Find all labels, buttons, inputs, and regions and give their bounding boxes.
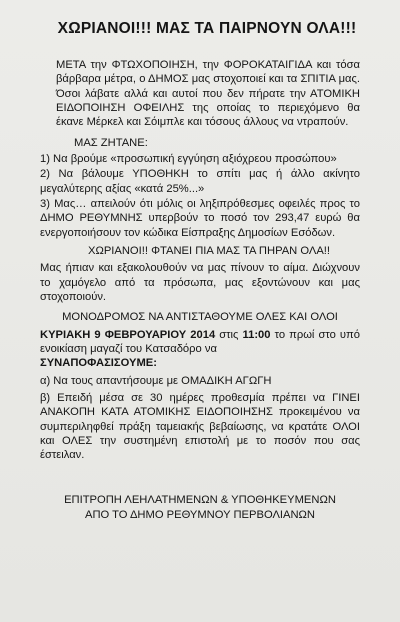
meeting-date: ΚΥΡΙΑΚΗ 9 ΦΕΒΡΟΥΑΡΙΟΥ 2014 [40, 328, 216, 341]
meeting-location: το πρωί στο υπό ενοικίαση μαγαζί του Κατσαδόρο να [40, 328, 360, 355]
agree-heading: ΣΥΝΑΠΟΦΑΣΙΣΟΥΜΕ: [40, 357, 157, 370]
demand-item-3: 3) Μας… απειλούν ότι μόλις οι ληξιπρόθεσμες οφειλές προς το ΔΗΜΟ ΡΕΘΥΜΝΗΣ υπερβούν το ποσό τον 293,47 ευρώ θα ενεργοποιήσουν τον κώδικα Είσπραξης Δημοσίων Εσόδων. [40, 197, 360, 239]
meeting-line-1: ΜΟΝΟΔΡΟΜΟΣ ΝΑ ΑΝΤΙΣΤΑΘΟΥΜΕ ΟΛΕΣ ΚΑΙ ΟΛΟΙ [62, 311, 338, 324]
demands-list [40, 152, 360, 240]
mid-heading: ΧΩΡΙΑΝΟΙ!! ΦΤΑΝΕΙ ΠΙΑ ΜΑΣ ΤΑ ΠΗΡΑΝ ΟΛΑ!! [88, 244, 331, 257]
demand-item-2: 2) Να βάλουμε ΥΠΟΘΗΚΗ το σπίτι μας ή άλλο ακίνητο μεγαλύτερης αξίας «κατά 25%...» [40, 168, 360, 195]
meeting-section [40, 310, 360, 462]
point-a: α) Να τους απαντήσουμε με ΟΜΑΔΙΚΗ ΑΓΩΓΗ [40, 374, 272, 387]
footer-signature [40, 493, 360, 523]
intro-paragraph: ΜΕΤΑ την ΦΤΩΧΟΠΟΙΗΣΗ, την ΦΟΡΟΚΑΤΑΙΓΙΔΑ και τόσα βάρβαρα μέτρα, ο ΔΗΜΟΣ μας στοχοποιεί και τα ΣΠΙΤΙΑ μας. Όσοι λάβατε αλλά και αυτοί που δεν πήρατε την ΑΤΟΜΙΚΗ ΕΙΔΟΠΟΙΗΣΗ ΟΦΕΙΛΗΣ της οποίας το περιεχόμενο θα έκανε Μέρκελ και Σόιμπλε και τόσους άλλους να ντραπούν. [56, 59, 360, 129]
footer-line-2: ΑΠΟ ΤΟ ΔΗΜΟ ΡΕΘΥΜΝΟΥ ΠΕΡΒΟΛΙΑΝΩΝ [84, 508, 316, 521]
demands-heading: ΜΑΣ ΖΗΤΑΝΕ: [74, 136, 148, 149]
mid-paragraph: Μας ήπιαν και εξακολουθούν να μας πίνουν το αίμα. Διώχνουν το χαμόγελο από τα πρόσωπα, μας εξοντώνουν και μας στοχοποιούν. [40, 262, 360, 303]
footer-line-1: ΕΠΙΤΡΟΠΗ ΛΕΗΛΑΤΗΜΕΝΩΝ & ΥΠΟΘΗΚΕΥΜΕΝΩΝ [64, 493, 336, 506]
demand-item-1: 1) Να βρούμε «προσωπική εγγύηση αξιόχρεου προσώπου» [40, 152, 337, 165]
flyer-title: ΧΩΡΙΑΝΟΙ!!! ΜΑΣ ΤΑ ΠΑΙΡΝΟΥΝ ΟΛΑ!!! [57, 20, 357, 37]
point-b: β) Επειδή μέσα σε 30 ημέρες προθεσμία πρέπει να ΓΙΝΕΙ ΑΝΑΚΟΠΗ ΚΑΤΑ ΑΤΟΜΙΚΗΣ ΕΙΔΟΠΟΙΗΣΗΣ προκειμένου να συμπεριληφθεί πράξη ταμειακής βεβαίωσης, να κρατάτε ΟΛΟΙ και ΟΛΕΣ την συστημένη επιστολή με το ποσόν που σας έστειλαν. [40, 391, 360, 462]
meeting-time: 11:00 [242, 328, 271, 341]
meeting-time-prefix: στις [215, 328, 243, 341]
meeting-details [40, 328, 360, 357]
